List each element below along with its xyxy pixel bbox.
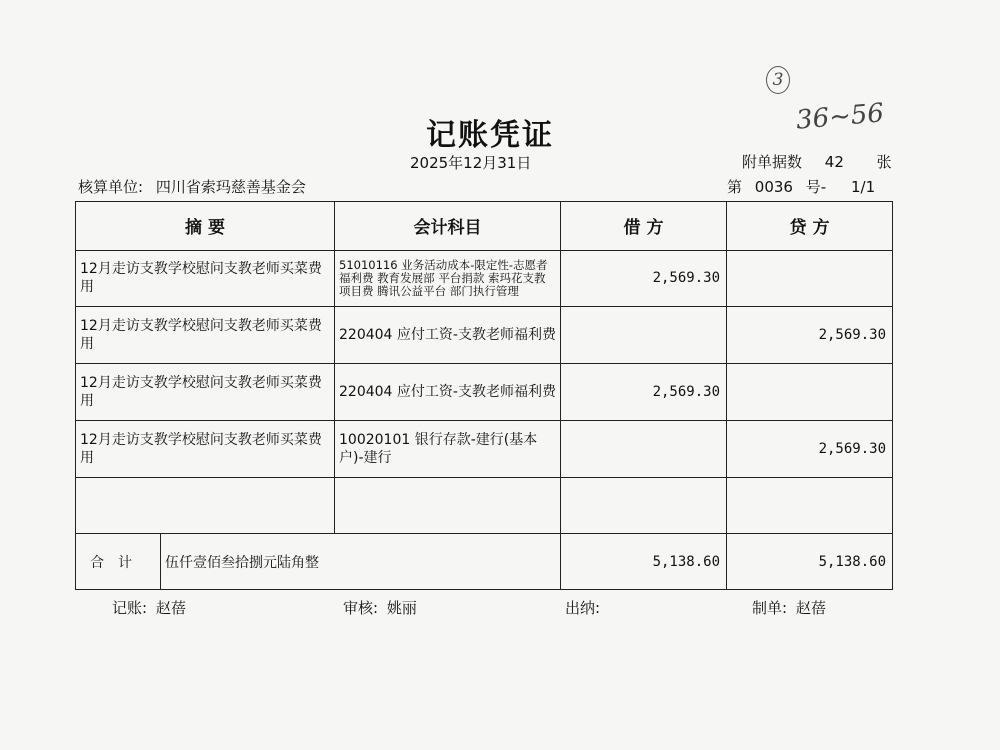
attachment-unit: 张 [876, 153, 892, 171]
handwritten-circle-digit: 3 [772, 70, 784, 90]
row-subject [335, 477, 561, 534]
voucher-table [75, 201, 893, 590]
voucher-page: 1/1 [850, 178, 876, 196]
cashier-label: 出纳: [565, 599, 601, 617]
handwritten-circle-number [766, 66, 790, 94]
reviewer-name: 姚丽 [386, 599, 417, 617]
row-credit [727, 364, 893, 421]
row-summary: 12月走访支教学校慰问支教老师买菜费用 [76, 420, 335, 477]
row-credit [727, 250, 893, 307]
row-credit: 2,569.30 [727, 307, 893, 364]
row-debit: 2,569.30 [561, 250, 727, 307]
attachment-label: 附单据数 [742, 153, 803, 171]
handwritten-range: 36~56 [794, 98, 886, 136]
voucher-number [727, 176, 875, 197]
row-debit [561, 307, 727, 364]
total-debit: 5,138.60 [561, 534, 727, 590]
attachment-info [742, 151, 892, 172]
row-summary: 12月走访支教学校慰问支教老师买菜费用 [76, 307, 335, 364]
footer-reviewer [343, 597, 417, 618]
header-subject: 会计科目 [335, 202, 561, 251]
voucher-title: 记账凭证 [426, 118, 554, 153]
row-subject: 51010116 业务活动成本-限定性-志愿者福利费 教育发展部 平台捐款 索玛花支教 项目费 腾讯公益平台 部门执行管理 [335, 250, 561, 307]
reviewer-label: 审核: [343, 599, 379, 617]
row-summary: 12月走访支教学校慰问支教老师买菜费用 [76, 250, 335, 307]
row-debit [561, 477, 727, 534]
row-summary: 12月走访支教学校慰问支教老师买菜费用 [76, 364, 335, 421]
voucher-date: 2025年12月31日 [410, 154, 532, 172]
voucher-number-suffix: 号- [805, 178, 827, 196]
bookkeeper-label: 记账: [112, 599, 148, 617]
row-subject: 220404 应付工资-支教老师福利费 [335, 307, 561, 364]
header-summary: 摘 要 [76, 202, 335, 251]
table-row [76, 250, 893, 307]
row-debit: 2,569.30 [561, 364, 727, 421]
table-header [76, 202, 893, 251]
bookkeeper-name: 赵蓓 [155, 599, 186, 617]
row-credit: 2,569.30 [727, 420, 893, 477]
maker-label: 制单: [752, 599, 788, 617]
total-label: 合计 [76, 534, 161, 590]
accounting-unit [78, 176, 306, 197]
table-row [76, 364, 893, 421]
row-subject: 220404 应付工资-支教老师福利费 [335, 364, 561, 421]
accounting-unit-name: 四川省索玛慈善基金会 [155, 178, 306, 196]
row-credit [727, 477, 893, 534]
total-credit: 5,138.60 [727, 534, 893, 590]
header-credit: 贷 方 [727, 202, 893, 251]
total-amount-words: 伍仟壹佰叁拾捌元陆角整 [161, 534, 561, 590]
footer-bookkeeper [112, 597, 186, 618]
row-summary [76, 477, 335, 534]
row-subject: 10020101 银行存款-建行(基本户)-建行 [335, 420, 561, 477]
accounting-unit-label: 核算单位: [78, 178, 144, 196]
footer-cashier [565, 597, 604, 618]
table-row-empty [76, 477, 893, 534]
footer-maker [752, 597, 826, 618]
table-row [76, 307, 893, 364]
maker-name: 赵蓓 [795, 599, 826, 617]
voucher-number-value: 0036 [754, 178, 793, 196]
attachment-count: 42 [824, 153, 844, 171]
total-row [76, 534, 893, 590]
header-debit: 借 方 [561, 202, 727, 251]
row-debit [561, 420, 727, 477]
voucher-number-prefix: 第 [727, 178, 743, 196]
table-row [76, 420, 893, 477]
